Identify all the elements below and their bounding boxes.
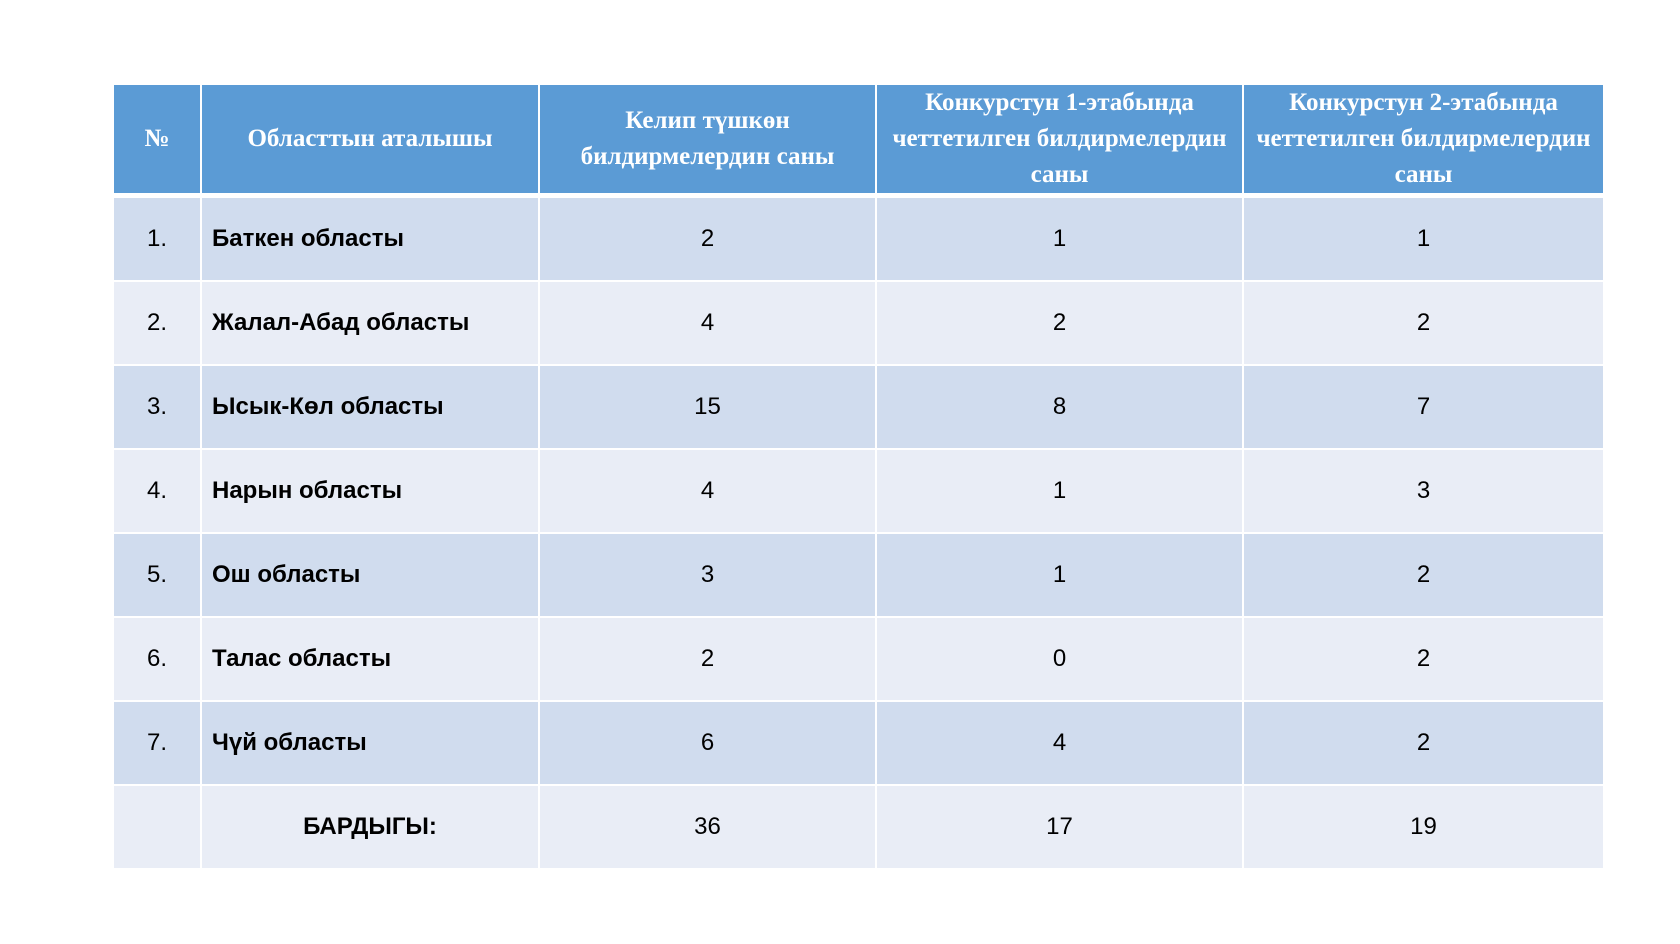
row-region: Ысык-Көл областы: [201, 365, 539, 449]
row-stage2: 2: [1243, 281, 1603, 365]
row-stage1: 1: [876, 449, 1243, 533]
row-stage1: 2: [876, 281, 1243, 365]
table-row: [114, 281, 1603, 365]
row-stage2: 2: [1243, 701, 1603, 785]
row-received: 3: [539, 533, 876, 617]
row-num: 3.: [114, 365, 201, 449]
table-row: [114, 196, 1603, 282]
row-received: 4: [539, 449, 876, 533]
header-num: №: [114, 85, 201, 196]
table-row: [114, 617, 1603, 701]
row-region: Нарын областы: [201, 449, 539, 533]
row-stage2: 2: [1243, 617, 1603, 701]
total-label: БАРДЫГЫ:: [201, 785, 539, 869]
regions-table: [114, 85, 1603, 870]
row-stage1: 0: [876, 617, 1243, 701]
table-total-row: [114, 785, 1603, 869]
row-region: Ош областы: [201, 533, 539, 617]
row-stage1: 1: [876, 196, 1243, 282]
row-stage1: 8: [876, 365, 1243, 449]
row-received: 6: [539, 701, 876, 785]
row-stage2: 7: [1243, 365, 1603, 449]
total-stage2: 19: [1243, 785, 1603, 869]
row-received: 2: [539, 196, 876, 282]
header-stage1: Конкурстун 1-этабында четтетилген билдирмелердин саны: [876, 85, 1243, 196]
row-stage1: 1: [876, 533, 1243, 617]
table-row: [114, 449, 1603, 533]
row-num: 2.: [114, 281, 201, 365]
data-table-container: [114, 85, 1603, 870]
table-header-row: [114, 85, 1603, 196]
total-received: 36: [539, 785, 876, 869]
row-region: Чүй областы: [201, 701, 539, 785]
header-stage2: Конкурстун 2-этабында четтетилген билдирмелердин саны: [1243, 85, 1603, 196]
table-row: [114, 533, 1603, 617]
row-region: Талас областы: [201, 617, 539, 701]
row-num: 4.: [114, 449, 201, 533]
row-num: 6.: [114, 617, 201, 701]
row-received: 2: [539, 617, 876, 701]
row-stage2: 1: [1243, 196, 1603, 282]
header-received: Келип түшкөн билдирмелердин саны: [539, 85, 876, 196]
row-received: 4: [539, 281, 876, 365]
row-stage2: 3: [1243, 449, 1603, 533]
total-num-empty: [114, 785, 201, 869]
table-row: [114, 701, 1603, 785]
total-stage1: 17: [876, 785, 1243, 869]
row-num: 1.: [114, 196, 201, 282]
row-num: 7.: [114, 701, 201, 785]
row-region: Жалал-Абад областы: [201, 281, 539, 365]
row-received: 15: [539, 365, 876, 449]
row-region: Баткен областы: [201, 196, 539, 282]
header-region: Областтын аталышы: [201, 85, 539, 196]
table-row: [114, 365, 1603, 449]
row-num: 5.: [114, 533, 201, 617]
row-stage1: 4: [876, 701, 1243, 785]
row-stage2: 2: [1243, 533, 1603, 617]
